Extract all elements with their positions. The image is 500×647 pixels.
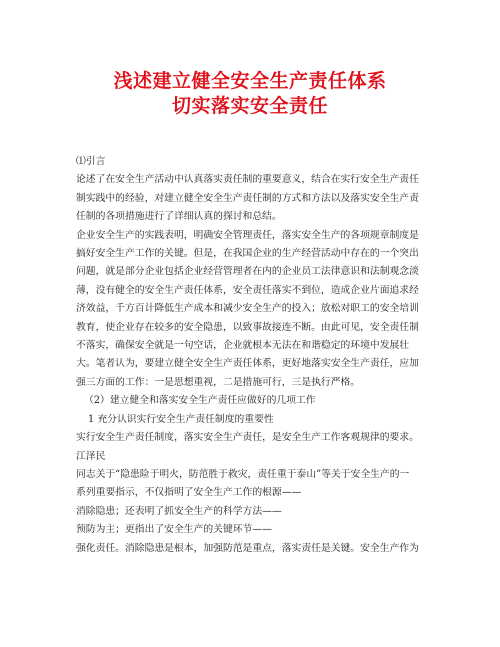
- paragraph-line: 实行安全生产责任制度，落实安全生产责任，是安全生产工作客观规律的要求。: [76, 432, 419, 444]
- paragraph-line: 不落实，确保安全就是一句空话，企业就根本无法在和谐稳定的环境中发展壮: [76, 340, 410, 352]
- document-title-line-2: 切实落实安全责任: [171, 95, 328, 117]
- paragraph-line: 任制的各项措施进行了详细认真的探讨和总结。: [76, 211, 282, 223]
- paragraph-line: 同志关于“隐患险于明火，防范胜于救灾，责任重于泰山”等关于安全生产的一: [76, 468, 410, 480]
- paragraph-line: 消除隐患；还表明了抓安全生产的科学方法——: [76, 505, 282, 517]
- document-body: [76, 153, 424, 558]
- paragraph-line: 制实践中的经验，对建立健全安全生产责任制的方式和方法以及落实安全生产责: [76, 192, 419, 204]
- paragraph-line: 预防为主；更指出了安全生产的关键环节——: [76, 524, 272, 536]
- section-heading-introduction: ⑴引言: [76, 156, 106, 167]
- document-title-line-1: 浅述建立健全安全生产责任体系: [113, 70, 387, 92]
- paragraph-line: 薄，没有健全的安全生产责任体系，安全责任落实不到位，造成企业片面追求经: [76, 284, 419, 296]
- paragraph-line: 系列重要指示，不仅指明了安全生产工作的根源——: [76, 487, 302, 499]
- paragraph-line: 教育，使企业存在较多的安全隐患，以致事故接连不断。由此可见，安全责任制: [76, 321, 419, 333]
- paragraph-line: 企业安全生产的实践表明，明确安全管理责任，落实安全生产的各项规章制度是: [76, 229, 419, 241]
- section-heading-2: （2）建立健全和落实安全生产责任应做好的几项工作: [84, 395, 316, 407]
- paragraph-line: 大。笔者认为，要建立健全安全生产责任体系，更好地落实安全生产责任，应加: [76, 358, 419, 370]
- paragraph-line: 问题，就是部分企业包括企业经营管理者在内的企业员工法律意识和法制观念淡: [76, 266, 419, 278]
- paragraph-line: 济效益，千方百计降低生产成本和减少安全生产的投入；放松对职工的安全培训: [76, 303, 419, 315]
- paragraph-line: 搞好安全生产工作的关键。但是，在我国企业的生产经营活动中存在的一个突出: [76, 248, 419, 260]
- paragraph-line: 论述了在安全生产活动中认真落实责任制的重要意义，结合在实行安全生产责任: [76, 174, 419, 186]
- paragraph-line: 强三方面的工作：一是思想重视，二是措施可行，三是执行严格。: [76, 376, 361, 388]
- paragraph-line: 强化责任。消除隐患是根本，加强防范是重点，落实责任是关键。安全生产作为: [76, 542, 419, 554]
- subsection-heading-1: 1 充分认识实行安全生产责任制度的重要性: [88, 413, 274, 425]
- paragraph-line: 江泽民: [76, 450, 106, 462]
